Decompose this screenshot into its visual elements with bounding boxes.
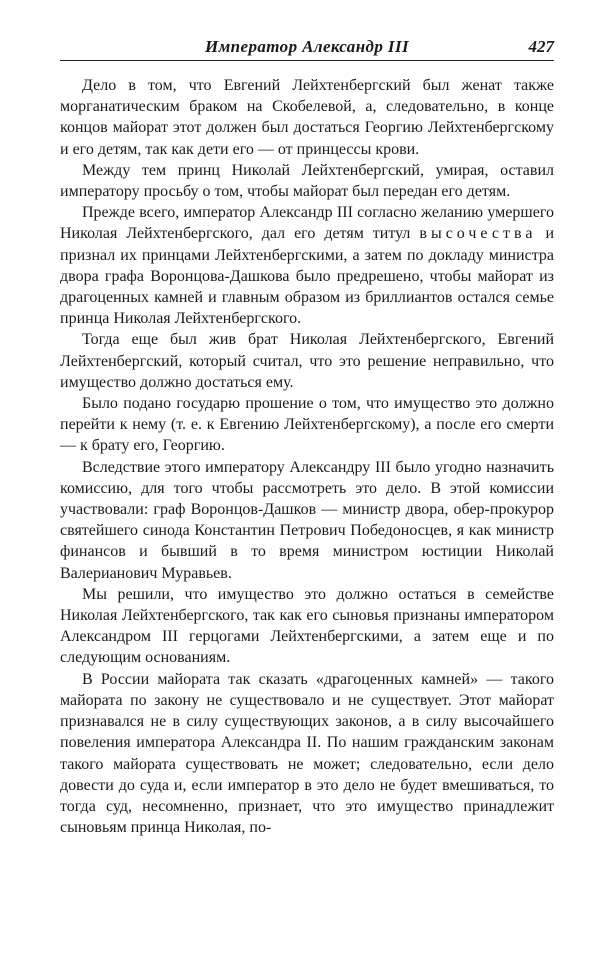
header-title: Император Александр III	[205, 37, 409, 56]
paragraph-1: Дело в том, что Евгений Лейхтенбергский был женат также морганатическим браком на Скобелевой, а, следовательно, в конце концов майорат этот должен был достаться Георгию Лейхтенбергскому и его детям, так как дети его — от принцессы крови.	[60, 77, 554, 158]
paragraph-3-before: Прежде всего, император Александр III согласно желанию умершего Николая Лейхтенбергского, дал его детям титул	[60, 204, 554, 243]
paragraph-3	[60, 202, 554, 329]
running-header	[60, 36, 554, 61]
paragraph-6: Вследствие этого императору Александру III было угодно назначить комиссию, для того чтобы рассмотреть это дело. В этой комиссии участвовали: граф Воронцов-Дашков — министр двора, обер-прокурор святейшего синода Константин Петрович Победоносцев, я как министр финансов и бывший в то время министром юстиции Николай Валерианович Муравьев.	[60, 458, 554, 582]
paragraph-5: Было подано государю прошение о том, что имущество это должно перейти к нему (т. е. к Евгению Лейхтенбергскому), а после его смерти — к брату его, Георгию.	[60, 395, 554, 455]
paragraph-4: Тогда еще был жив брат Николая Лейхтенбергского, Евгений Лейхтенбергский, который считал, что это решение неправильно, что имущество должно достаться ему.	[60, 331, 554, 391]
spaced-emphasis: высочества	[419, 225, 537, 243]
paragraph-8: В России майората так сказать «драгоценных камней» — такого майората по закону не существовало и не существует. Этот майорат признавался не в силу существующих законов, а в силу высочайшего повеления императора Александра II. По нашим гражданским законам такого майората существовать не может; следовательно, если дело довести до суда и, если император в это дело не будет вмешиваться, то тогда суд, несомненно, признает, что это имущество принадлежит сыновьям принца Николая, по-	[60, 670, 554, 837]
paragraph-2: Между тем принц Николай Лейхтенбергский, умирая, оставил императору просьбу о том, чтобы майорат был передан его детям.	[60, 161, 554, 201]
book-page	[60, 36, 554, 838]
page-number: 427	[528, 37, 554, 56]
body-text	[60, 75, 554, 838]
paragraph-3-after: и признал их принцами Лейхтенбергскими, а затем по докладу министра двора графа Воронцова-Дашкова было предрешено, чтобы майорат из драгоценных камней и главным образом из бриллиантов остался семье принца Николая Лейхтенбергского.	[60, 225, 555, 328]
paragraph-7: Мы решили, что имущество это должно остаться в семействе Николая Лейхтенбергского, так как его сыновья признаны императором Александром III герцогами Лейхтенбергскими, а затем еще и по следующим основаниям.	[60, 585, 554, 667]
